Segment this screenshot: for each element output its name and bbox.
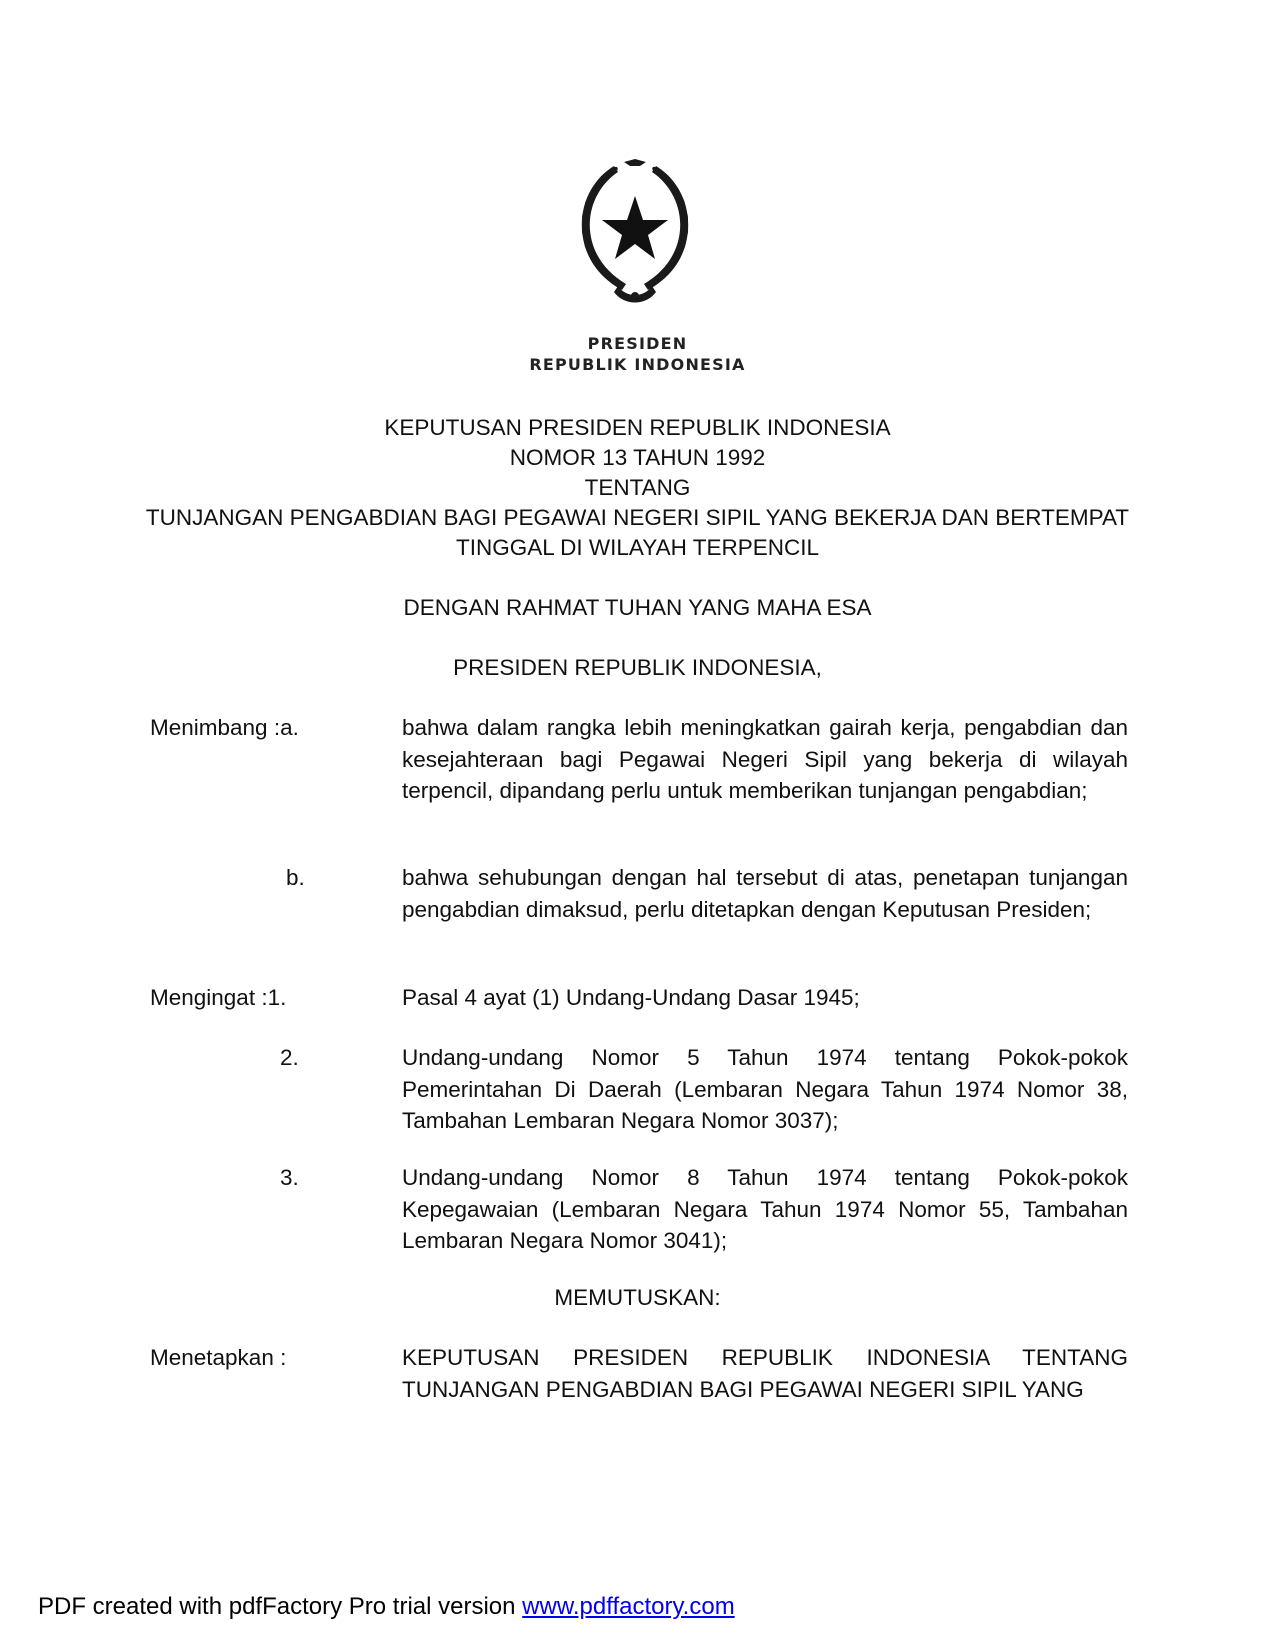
blessing-line: DENGAN RAHMAT TUHAN YANG MAHA ESA: [403, 595, 872, 620]
office-title-line1: PRESIDEN: [587, 334, 688, 353]
issuer-line: PRESIDEN REPUBLIK INDONESIA,: [453, 655, 822, 680]
mengingat-3-label: 3.: [280, 1165, 299, 1190]
menetapkan-label: Menetapkan :: [150, 1345, 287, 1370]
menimbang-b-label: b.: [286, 865, 305, 890]
decree-subject-line1: TUNJANGAN PENGABDIAN BAGI PEGAWAI NEGERI SIPIL YANG BEKERJA DAN BERTEMPAT: [145, 505, 1130, 530]
memutuskan-heading: MEMUTUSKAN:: [554, 1285, 721, 1310]
decree-number: NOMOR 13 TAHUN 1992: [509, 445, 766, 470]
menetapkan-text: KEPUTUSAN PRESIDEN REPUBLIK INDONESIA TENTANG TUNJANGAN PENGABDIAN BAGI PEGAWAI NEGERI SIPIL YANG: [402, 1345, 1128, 1402]
mengingat-item-3: Undang-undang Nomor 8 Tahun 1974 tentang Pokok-pokok Kepegawaian (Lembaran Negara Tahun 1974 Nomor 55, Tambahan Lembaran Negara Nomor 3041);: [402, 1165, 1128, 1253]
decree-about-label: TENTANG: [584, 475, 691, 500]
office-title-line2: REPUBLIK INDONESIA: [529, 355, 746, 374]
menimbang-item-b: bahwa sehubungan dengan hal tersebut di atas, penetapan tunjangan pengabdian dimaksud, perlu ditetapkan dengan Keputusan Presiden;: [402, 865, 1128, 922]
pdffactory-link[interactable]: www.pdffactory.com: [522, 1593, 735, 1620]
menimbang-label: Menimbang :a.: [150, 715, 299, 740]
mengingat-item-2: Undang-undang Nomor 5 Tahun 1974 tentang Pokok-pokok Pemerintahan Di Daerah (Lembaran Negara Tahun 1974 Nomor 38, Tambahan Lembaran Negara Nomor 3037);: [402, 1045, 1128, 1133]
mengingat-item-1: Pasal 4 ayat (1) Undang-Undang Dasar 1945;: [402, 985, 860, 1010]
pdf-footer: [38, 1592, 735, 1622]
presidential-seal-icon: [574, 158, 696, 318]
decree-subject-line2: TINGGAL DI WILAYAH TERPENCIL: [456, 535, 819, 560]
menimbang-item-a: bahwa dalam rangka lebih meningkatkan gairah kerja, pengabdian dan kesejahteraan bagi Pegawai Negeri Sipil yang bekerja di wilayah terpencil, dipandang perlu untuk memberikan tunjangan pengabdian;: [402, 715, 1128, 803]
decree-title: KEPUTUSAN PRESIDEN REPUBLIK INDONESIA: [384, 415, 891, 440]
mengingat-label: Mengingat :1.: [150, 985, 287, 1010]
footer-text: PDF created with pdfFactory Pro trial version: [38, 1593, 523, 1620]
mengingat-2-label: 2.: [280, 1045, 299, 1070]
